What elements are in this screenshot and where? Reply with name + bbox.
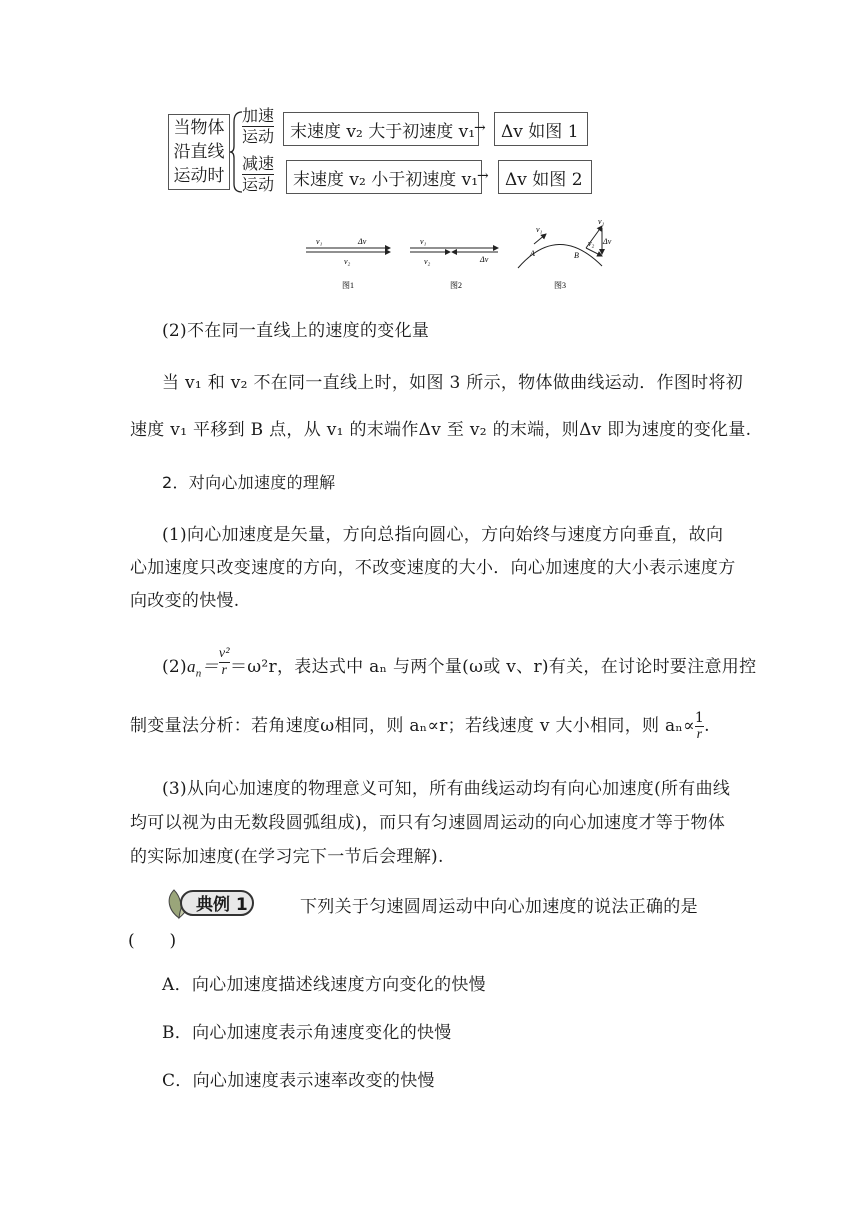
paragraph-line: (3)从向心加速度的物理意义可知，所有曲线运动均有向心加速度(所有曲线 — [162, 779, 731, 799]
example-tag: 典例 1 — [180, 890, 254, 916]
answer-blank: ( ) — [128, 931, 177, 951]
fraction-1-over-r: $\frac{1}{r}$ — [694, 710, 705, 742]
fig1-v1-label: v₁ — [316, 237, 323, 246]
accel-condition-box: 末速度 v₂ 大于初速度 v₁ — [283, 112, 479, 146]
an-symbol: $a_n=$ — [186, 657, 219, 680]
v1-arrow — [534, 234, 546, 244]
fig3-point-a: A — [530, 249, 535, 258]
decel-label: 减速 运动 — [242, 154, 275, 194]
fig3-v2-label: v₂ — [588, 239, 595, 248]
example-question: 下列关于匀速圆周运动中向心加速度的说法正确的是 — [300, 897, 698, 917]
fig3-caption: 图3 — [554, 281, 566, 290]
accel-result-box: Δv 如图 1 — [494, 112, 588, 146]
fig1-caption: 图1 — [342, 281, 354, 290]
arrow-icon: → — [477, 168, 489, 184]
option-b[interactable]: B．向心加速度表示角速度变化的快慢 — [162, 1023, 452, 1043]
paragraph-line: 当 v₁ 和 v₂ 不在同一直线上时，如图 3 所示，物体做曲线运动．作图时将初 — [162, 373, 744, 393]
figure-1 — [306, 237, 390, 290]
paragraph-line: 速度 v₁ 平移到 B 点，从 v₁ 的末端作Δv 至 v₂ 的末端，则Δv 即为速度的变化量. — [130, 420, 752, 440]
paragraph-line: 的实际加速度(在学习完下一节后会理解). — [130, 847, 444, 867]
fig2-v1-label: v₁ — [420, 237, 427, 246]
fig1-dv-label: Δv — [358, 237, 367, 246]
arrow-icon: → — [474, 120, 486, 136]
fig3-dv-label: Δv — [603, 237, 612, 246]
fig2-caption: 图2 — [450, 281, 462, 290]
decel-result-box: Δv 如图 2 — [498, 160, 592, 194]
section-heading: 2．对向心加速度的理解 — [162, 473, 336, 492]
option-c[interactable]: C．向心加速度表示速率改变的快慢 — [162, 1071, 435, 1091]
velocity-figures — [300, 214, 620, 294]
figure-2 — [410, 237, 498, 290]
fig3-v1b-label: v₁ — [598, 217, 605, 226]
paragraph-line: 向改变的快慢. — [130, 591, 240, 611]
straight-motion-label: 当物体 沿直线 运动时 — [168, 114, 230, 190]
fig1-v2-label: v₂ — [344, 257, 351, 266]
fig3-point-b: B — [574, 251, 579, 260]
accel-label: 加速 运动 — [242, 106, 275, 146]
figure-3 — [518, 217, 612, 290]
section-heading: (2)不在同一直线上的速度的变化量 — [162, 321, 430, 341]
paragraph-line: 均可以视为由无数段圆弧组成)，而只有匀速圆周运动的向心加速度才等于物体 — [130, 813, 726, 833]
option-a[interactable]: A．向心加速度描述线速度方向变化的快慢 — [162, 975, 486, 995]
decel-condition-box: 末速度 v₂ 小于初速度 v₁ — [286, 160, 482, 194]
paragraph-line: 心加速度只改变速度的方向，不改变速度的大小．向心加速度的大小表示速度方 — [130, 558, 736, 578]
fig2-dv-label: Δv — [480, 255, 489, 264]
formula-line: $(2)a_n=$ $\frac{\text{v²}}{r}$ ＝ω²r，表达式中 aₙ 与两个量(ω或 v、r)有关，在讨论时要注意用控 — [162, 646, 757, 680]
fig2-v2-label: v₂ — [424, 257, 431, 266]
fig3-v1-label: v₁ — [536, 225, 543, 234]
fraction-v2-over-r: $\frac{\text{v²}}{r}$ — [218, 646, 230, 678]
formula-line-2: 制变量法分析：若角速度ω相同，则 aₙ∝r；若线速度 v 大小相同，则 aₙ∝ $\frac{1}{r}$ . — [130, 710, 710, 742]
paragraph-line: (1)向心加速度是矢量，方向总指向圆心，方向始终与速度方向垂直，故向 — [162, 525, 724, 545]
